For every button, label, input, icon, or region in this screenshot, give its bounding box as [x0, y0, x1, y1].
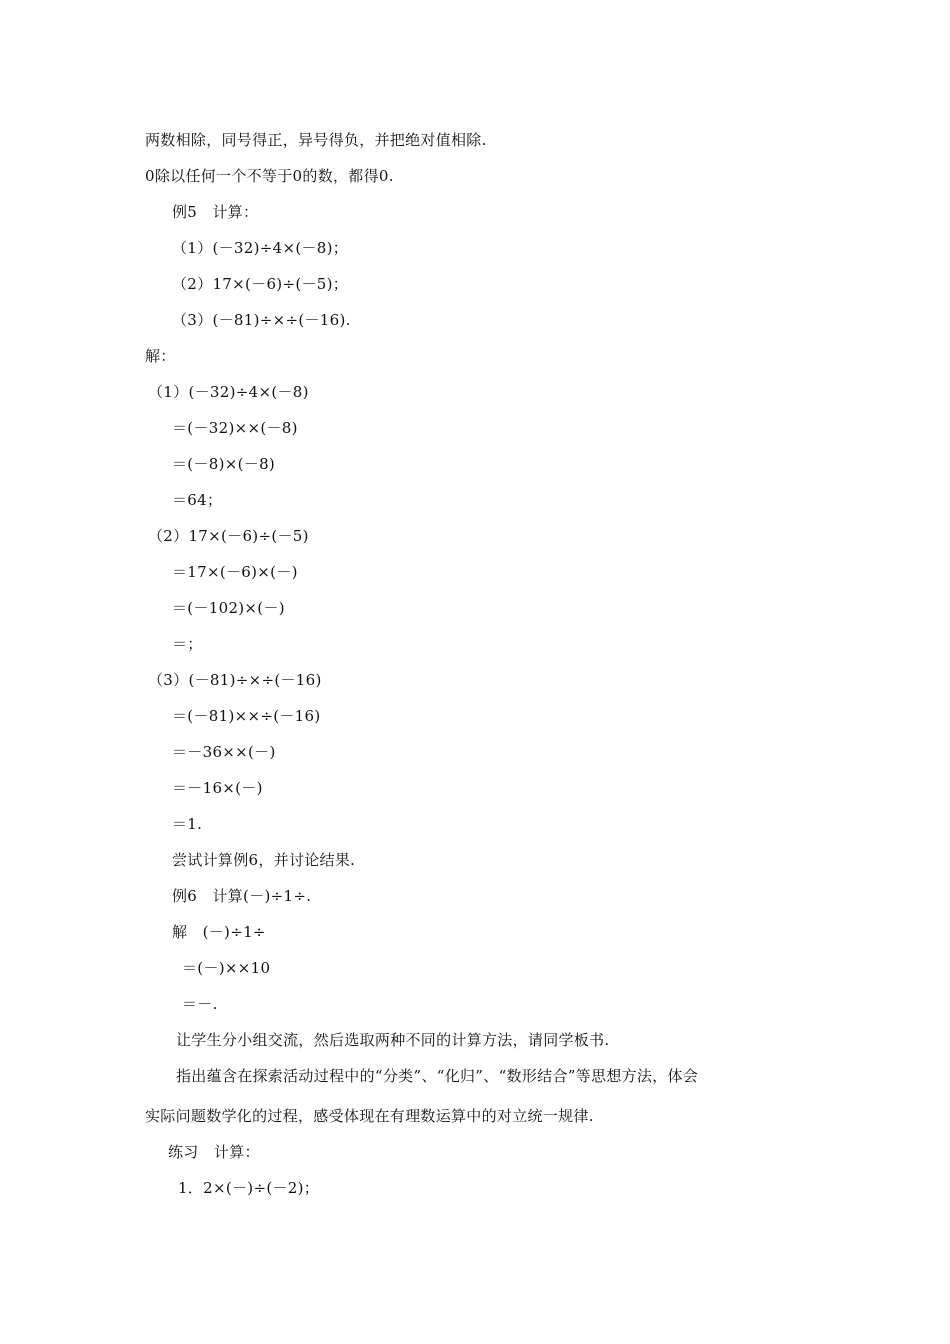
- solution-line: ＝1.: [172, 815, 203, 833]
- paragraph-text: 实际问题数学化的过程，感受体现在有理数运算中的对立统一规律.: [145, 1107, 594, 1125]
- example-heading: 例6 计算(－)÷1÷.: [172, 887, 312, 905]
- problem-line: （1）(－32)÷4×(－8)；: [172, 239, 349, 257]
- problem-line: （2）17×(－6)÷(－5)；: [172, 275, 349, 293]
- solution-line: ＝－16×(－): [172, 779, 263, 797]
- solution-heading: 解：: [145, 347, 176, 365]
- solution-line: 解 (－)÷1÷: [172, 923, 266, 941]
- example-heading: 例5 计算：: [172, 203, 259, 221]
- solution-line: （3）(－81)÷×÷(－16): [148, 671, 322, 689]
- practice-heading: 练习 计算：: [168, 1143, 260, 1161]
- instruction-text: 尝试计算例6，并讨论结果.: [172, 851, 356, 869]
- practice-problem: 1．2×(－)÷(－2)；: [178, 1179, 320, 1197]
- solution-line: ＝－.: [182, 995, 218, 1013]
- solution-line: （1）(－32)÷4×(－8): [148, 383, 309, 401]
- solution-line: ＝(－32)××(－8): [172, 419, 298, 437]
- solution-line: ＝(－8)×(－8): [172, 455, 276, 473]
- solution-line: ＝－36××(－): [172, 743, 276, 761]
- solution-line: ＝17×(－6)×(－): [172, 563, 298, 581]
- solution-line: ＝(－102)×(－): [172, 599, 285, 617]
- rule-text: 0除以任何一个不等于0的数，都得0.: [145, 167, 394, 185]
- problem-line: （3）(－81)÷×÷(－16).: [172, 311, 351, 329]
- solution-line: （2）17×(－6)÷(－5): [148, 527, 309, 545]
- rule-text: 两数相除，同号得正，异号得负，并把绝对值相除.: [145, 131, 487, 149]
- solution-line: ＝64；: [172, 491, 223, 509]
- paragraph-text: 让学生分小组交流，然后选取两种不同的计算方法，请同学板书.: [176, 1031, 610, 1049]
- paragraph-text: 指出蕴含在探索活动过程中的“分类”、“化归”、“数形结合”等思想方法，体会: [176, 1067, 699, 1085]
- solution-line: ＝(－81)××÷(－16): [172, 707, 321, 725]
- solution-line: ＝(－)××10: [182, 959, 271, 977]
- solution-line: ＝；: [172, 635, 203, 653]
